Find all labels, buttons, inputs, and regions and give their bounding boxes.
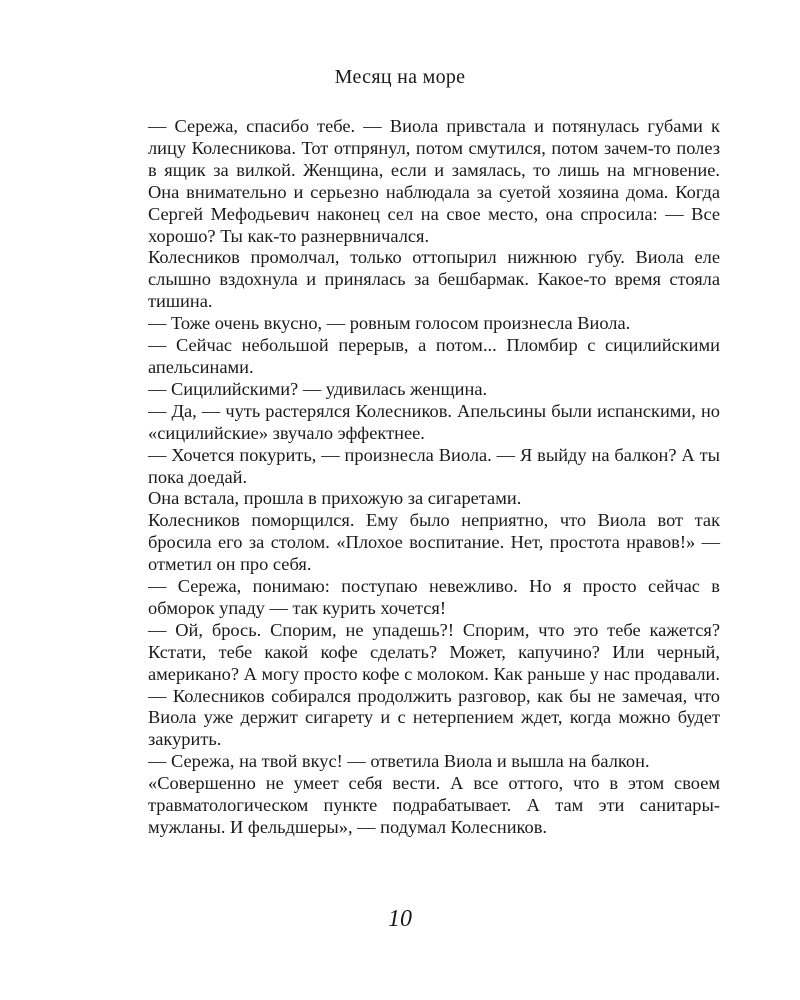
- paragraph: — Тоже очень вкусно, — ровным голосом произнесла Виола.: [148, 313, 631, 334]
- page-number: 10: [388, 906, 412, 932]
- paragraph: «Совершенно не умеет себя вести. А все оттого, что в этом своем травматологическом пункте подрабатывает. А там эти санитары-мужланы. И фельдшеры», — подумал Колесников.: [148, 773, 720, 837]
- paragraph: — Да, — чуть растерялся Колесников. Апельсины были испанскими, но «сицилийские» звучало эффектнее.: [148, 400, 720, 443]
- running-title: Месяц на море: [334, 66, 466, 88]
- paragraph: Колесников промолчал, только оттопырил нижнюю губу. Виола еле слышно вздохнула и принялась за бешбармак. Какое-то время стояла тишина.: [148, 247, 720, 312]
- paragraph: — Сейчас небольшой перерыв, а потом... Пломбир с сицилийскими апельсинами.: [148, 335, 720, 377]
- paragraph: — Сережа, понимаю: поступаю невежливо. Но я просто сейчас в обморок упаду — так курить хочется!: [148, 576, 720, 618]
- paragraph: — Сицилийскими? — удивилась женщина.: [148, 378, 488, 399]
- paragraph: — Хочется покурить, — произнесла Виола. — Я выйду на балкон? А ты пока доедай.: [148, 444, 720, 487]
- body-text: [148, 116, 720, 839]
- paragraph: — Ой, брось. Спорим, не упадешь?! Спорим, что это тебе кажется? Кстати, тебе какой кофе сделать? Может, капучино? Или черный, американо? А могу просто кофе с молоком. Как раньше у нас продавали. — Колесников собирался продолжить разговор, как бы не замечая, что Виола уже держит сигарету и с нетерпением ждет, когда можно будет закурить.: [148, 619, 720, 750]
- paragraph: — Сережа, на твой вкус! — ответила Виола и вышла на балкон.: [148, 751, 650, 772]
- paragraph: Колесников поморщился. Ему было неприятно, что Виола вот так бросила его за столом. «Плохое воспитание. Нет, простота нравов!» — отметил он про себя.: [148, 510, 720, 575]
- paragraph: Она встала, прошла в прихожую за сигаретами.: [148, 488, 522, 509]
- paragraph: — Сережа, спасибо тебе. — Виола привстала и потянулась губами к лицу Колесникова. Тот отпрянул, потом смутился, потом зачем-то полез в ящик за вилкой. Женщина, если и замялась, то лишь на мгновение. Она внимательно и серьезно наблюдала за суетой хозяина дома. Когда Сергей Мефодьевич наконец сел на свое место, она спросила: — Все хорошо? Ты как-то разнервничался.: [148, 116, 720, 246]
